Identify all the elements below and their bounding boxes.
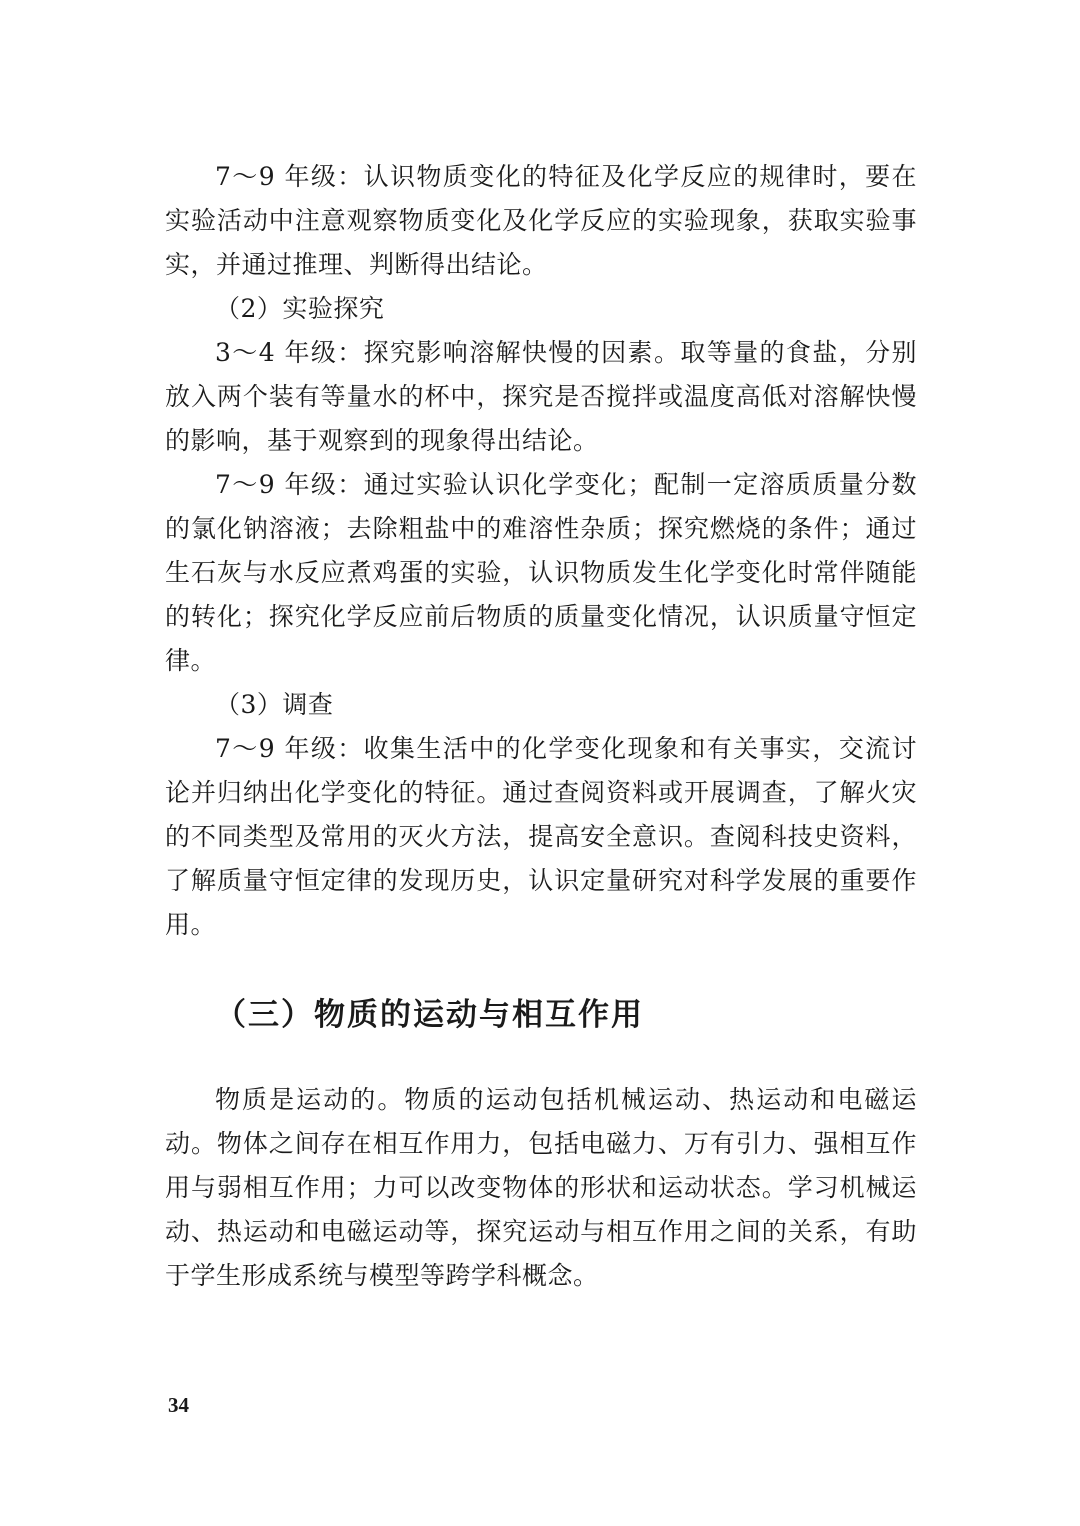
paragraph-grade-7-9-observation: 7～9 年级：认识物质变化的特征及化学反应的规律时，要在实验活动中注意观察物质变化及化学反应的实验现象，获取实验事实，并通过推理、判断得出结论。 xyxy=(165,162,917,279)
page-number: 34 xyxy=(168,1393,189,1417)
subsection-survey-title: （3）调查 xyxy=(215,690,334,719)
paragraph-grade-7-9-experiments: 7～9 年级：通过实验认识化学变化；配制一定溶质质量分数的氯化钠溶液；去除粗盐中的难溶性杂质；探究燃烧的条件；通过生石灰与水反应煮鸡蛋的实验，认识物质发生化学变化时常伴随能的转化；探究化学反应前后物质的质量变化情况，认识质量守恒定律。 xyxy=(165,470,917,675)
paragraph-grade-7-9-survey: 7～9 年级：收集生活中的化学变化现象和有关事实，交流讨论并归纳出化学变化的特征。通过查阅资料或开展调查，了解火灾的不同类型及常用的灭火方法，提高安全意识。查阅科技史资料，了解质量守恒定律的发现历史，认识定量研究对科学发展的重要作用。 xyxy=(165,734,917,939)
paragraph-motion-interaction: 物质是运动的。物质的运动包括机械运动、热运动和电磁运动。物体之间存在相互作用力，包括电磁力、万有引力、强相互作用与弱相互作用；力可以改变物体的形状和运动状态。学习机械运动、热运动和电磁运动等，探究运动与相互作用之间的关系，有助于学生形成系统与模型等跨学科概念。 xyxy=(165,1085,917,1290)
paragraph-grade-3-4-dissolving: 3～4 年级：探究影响溶解快慢的因素。取等量的食盐，分别放入两个装有等量水的杯中，探究是否搅拌或温度高低对溶解快慢的影响，基于观察到的现象得出结论。 xyxy=(165,338,917,455)
subsection-experiment-title: （2）实验探究 xyxy=(215,294,385,323)
section-heading: （三）物质的运动与相互作用 xyxy=(215,997,644,1033)
page-content xyxy=(165,155,917,1298)
